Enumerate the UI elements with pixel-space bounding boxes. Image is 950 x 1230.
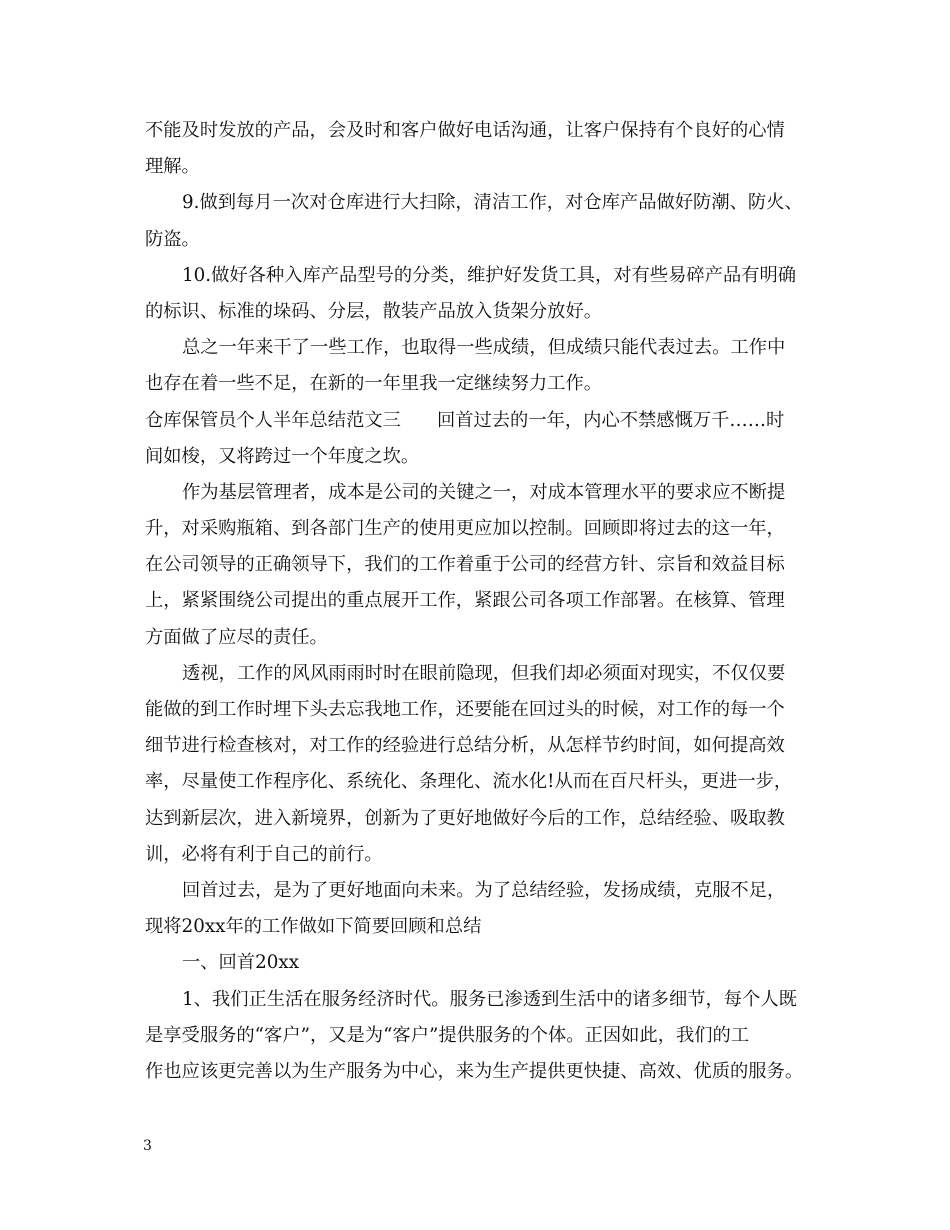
text-line: 回首过去，是为了更好地面向未来。为了总结经验，发扬成绩，克服不足， bbox=[182, 879, 786, 901]
text-line: 作也应该更完善以为生产服务为中心，来为生产提供更快捷、高效、优质的服务。 bbox=[145, 1060, 804, 1082]
text-line: 间如梭，又将跨过一个年度之坎。 bbox=[145, 445, 420, 467]
text-line: 总之一年来干了一些工作，也取得一些成绩，但成绩只能代表过去。工作中 bbox=[182, 337, 786, 359]
text-line: 方面做了应尽的责任。 bbox=[145, 626, 328, 648]
text-line: 作为基层管理者，成本是公司的关键之一，对成本管理水平的要求应不断提 bbox=[182, 481, 786, 503]
text-line: 上，紧紧围绕公司提出的重点展开工作，紧跟公司各项工作部署。在核算、管理 bbox=[145, 590, 785, 612]
text-line: 1、我们正生活在服务经济时代。服务已渗透到生活中的诸多细节，每个人既 bbox=[182, 988, 797, 1010]
text-line: 10.做好各种入库产品型号的分类，维护好发货工具，对有些易碎产品有明确 bbox=[182, 264, 797, 286]
section-heading: 仓库保管员个人半年总结范文三 bbox=[145, 409, 401, 431]
text-line: 防盗。 bbox=[145, 228, 200, 250]
section-heading-line bbox=[145, 403, 815, 439]
text-line: 细节进行检查核对，对工作的经验进行总结分析，从怎样节约时间，如何提高效 bbox=[145, 735, 785, 757]
text-line: 率，尽量使工作程序化、系统化、条理化、流水化!从而在百尺杆头，更进一步， bbox=[145, 771, 793, 793]
text-line: 能做的到工作时埋下头去忘我地工作，还要能在回过头的时候，对工作的每一个 bbox=[145, 699, 785, 720]
text-line: 现将20xx年的工作做如下简要回顾和总结 bbox=[145, 916, 482, 938]
text-line: 训，必将有利于自己的前行。 bbox=[145, 843, 383, 865]
text-line: 达到新层次，进入新境界，创新为了更好地做好今后的工作，总结经验、吸取教 bbox=[145, 807, 785, 829]
text-line: 回首过去的一年，内心不禁感慨万千……时 bbox=[436, 409, 785, 431]
text-line: 透视，工作的风风雨雨时时在眼前隐现，但我们却必须面对现实，不仅仅要 bbox=[182, 662, 786, 684]
text-line: 不能及时发放的产品，会及时和客户做好电话沟通，让客户保持有个良好的心情 bbox=[145, 120, 785, 141]
text-line: 的标识、标准的垛码、分层，散装产品放入货架分放好。 bbox=[145, 300, 603, 322]
text-line: 9.做到每月一次对仓库进行大扫除，清洁工作，对仓库产品做好防潮、防火、 bbox=[182, 192, 803, 214]
text-line: 也存在着一些不足，在新的一年里我一定继续努力工作。 bbox=[145, 373, 603, 395]
document-body bbox=[145, 113, 815, 1090]
text-line: 在公司领导的正确领导下，我们的工作着重于公司的经营方针、宗旨和效益目标 bbox=[145, 554, 785, 576]
text-line: 升，对采购瓶箱、到各部门生产的使用更应加以控制。回顾即将过去的这一年， bbox=[145, 518, 785, 540]
text-line: 理解。 bbox=[145, 156, 200, 178]
text-line: 是享受服务的“客户”，又是为“客户”提供服务的个体。正因如此，我们的工 bbox=[145, 1024, 750, 1046]
text-line: 一、回首20xx bbox=[182, 952, 300, 974]
page-number: 3 bbox=[143, 1138, 152, 1154]
